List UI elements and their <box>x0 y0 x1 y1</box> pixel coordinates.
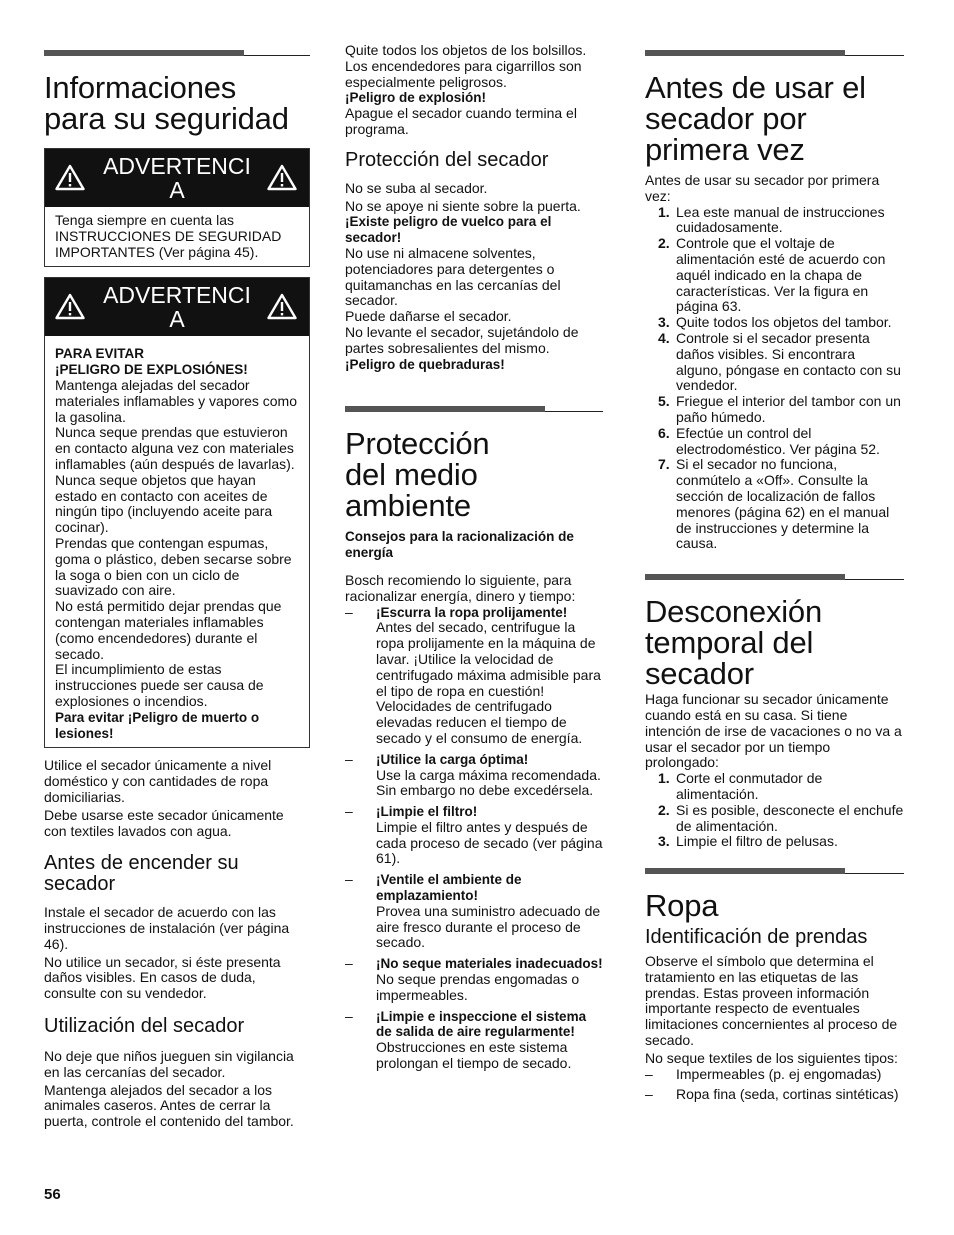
section-rule <box>645 856 904 874</box>
exclusion-list <box>645 1067 904 1104</box>
warning-triangle-icon <box>267 164 297 191</box>
paragraph: Instale el secador de acuerdo con las instrucciones de instalación (ver página 46). <box>44 904 290 952</box>
paragraph: No se apoye ni siente sobre la puerta. <box>345 197 581 214</box>
paragraph: Bosch recomiendo lo siguiente, para racionalizar energía, dinero y tiempo: <box>345 571 576 604</box>
paragraph: No se suba al secador. <box>345 179 488 196</box>
warning-footer: Para evitar ¡Peligro de muerto o lesiones! <box>55 709 260 741</box>
list-item: – ¡Escurra la ropa prolijamente! Antes del secado, centrifugue la ropa prolijamente en la máquina de lavar. ¡Utilice la velocidad de centrifugado máxima admisible para el tipo de ropa en cuestión! Velocidades de centrifugado elevadas reducen el tiempo de secado y el consumo de energía. <box>345 603 601 746</box>
tips-list <box>345 605 603 1072</box>
warning-triangle-icon <box>55 164 85 191</box>
warning-paragraph: Nunca seque prendas que estuvieron en contacto alguna vez con materiales inflamables (aún después de lavarlas). <box>55 424 295 472</box>
list-item: – ¡No seque materiales inadecuados! No seque prendas engomadas o impermeables. <box>345 955 603 1003</box>
paragraph: Quite todos los objetos de los bolsillos. Los encendedores para cigarrillos son especialmente peligrosos. <box>345 42 587 90</box>
subheading-antes-de-encender: Antes de encender su secador <box>44 852 239 896</box>
section-title-desconexion: Desconexión temporal del secador <box>645 594 823 692</box>
subheading-identificacion: Identificación de prendas <box>645 926 868 949</box>
list-item: 7. Si el secador no funciona, conmútelo a «Off». Consulte la sección de localización de fallos menores (página 62) en el manual de instrucciones y determine la causa. <box>658 456 890 552</box>
warning-paragraph: Mantenga alejadas del secador materiales inflamables y vapores como la gasolina. <box>55 376 297 425</box>
section-rule <box>645 562 904 580</box>
bold-note: ¡Peligro de quebraduras! <box>345 356 505 372</box>
column-middle <box>345 0 603 1072</box>
warning-text: Tenga siempre en cuenta las INSTRUCCIONES DE SEGURIDAD IMPORTANTES (Ver página 45). <box>55 212 282 260</box>
paragraph: Apague el secador cuando termina el programa. <box>345 105 577 137</box>
steps-list <box>645 771 904 850</box>
warning-paragraph: Prendas que contengan espumas, goma o plástico, deben secarse sobre la soga o bien con un ciclo de suavizado con aire. <box>55 534 292 599</box>
page-number: 56 <box>44 1186 61 1203</box>
paragraph: Observe el símbolo que determina el tratamiento en las etiquetas de las prendas. Estas proveen información importante respecto de eventuales limitaciones concernientes al proceso de secado. <box>645 953 898 1049</box>
warning-heading: PARA EVITAR ¡PELIGRO DE EXPLOSIÓNES! <box>55 346 248 378</box>
section-title-medio-ambiente: Protección del medio ambiente <box>345 426 490 524</box>
bold-note: ¡Peligro de explosión! <box>345 90 487 106</box>
section-rule <box>645 38 904 56</box>
list-item: 5. Friegue el interior del tambor con un paño húmedo. <box>658 393 901 425</box>
list-item: – Ropa fina (seda, cortinas sintéticas) <box>645 1086 899 1103</box>
warning-body <box>45 336 309 747</box>
warning-paragraph: Nunca seque objetos que hayan estado en contacto con aceites de ningún tipo (incluyendo aceite para cocinar). <box>55 471 273 536</box>
list-item: 2. Controle que el voltaje de alimentación esté de acuerdo con aquél indicado en la chapa de características. Ver la figura en página 63. <box>658 235 886 315</box>
list-item: – ¡Limpie el filtro! Limpie el filtro antes y después de cada proceso de secado (ver página 61). <box>345 803 603 867</box>
list-item: 1. Corte el conmutador de alimentación. <box>658 770 823 802</box>
tips-heading: Consejos para la racionalización de energía <box>345 529 574 561</box>
warning-triangle-icon <box>267 293 297 320</box>
list-item: – ¡Ventile el ambiente de emplazamiento! Provea una suministro adecuado de aire fresco durante el proceso de secado. <box>345 871 601 951</box>
list-item: – Impermeables (p. ej engomadas) <box>645 1065 882 1082</box>
bold-note: ¡Existe peligro de vuelco para el secador! <box>345 214 552 246</box>
steps-list <box>645 205 904 553</box>
section-rule <box>44 38 310 56</box>
paragraph: Mantenga alejados del secador a los animales caseros. Antes de cerrar la puerta, controle el contenido del tambor. <box>44 1081 294 1130</box>
list-item: 6. Efectúe un control del electrodoméstico. Ver página 52. <box>658 424 880 457</box>
section-title-seguridad: Informaciones para su seguridad <box>44 70 289 136</box>
list-item: 3. Limpie el filtro de pelusas. <box>658 833 838 850</box>
warning-label: ADVERTENCI A <box>103 282 251 333</box>
paragraph: No seque textiles de los siguientes tipos: <box>645 1049 898 1066</box>
list-item: – ¡Limpie e inspeccione el sistema de salida de aire regularmente! Obstrucciones en este sistema prolongan el tiempo de secado. <box>345 1007 587 1072</box>
section-rule <box>345 394 603 412</box>
list-item: 4. Controle si el secador presenta daños visibles. Si encontrara alguno, póngase en contacto con su vendedor. <box>658 329 901 394</box>
paragraph: No levante el secador, sujetándolo de partes sobresalientes del mismo. <box>345 323 579 356</box>
warning-body <box>45 207 309 266</box>
section-title-ropa: Ropa <box>645 888 719 924</box>
warning-paragraph: El incumplimiento de estas instrucciones puede ser causa de explosiones o incendios. <box>55 661 264 709</box>
warning-triangle-icon <box>55 293 85 320</box>
section-title-primera-vez: Antes de usar el secador por primera vez <box>645 70 866 167</box>
warning-label: ADVERTENCI A <box>103 153 251 203</box>
warning-header <box>45 149 309 207</box>
warning-paragraph: No está permitido dejar prendas que contengan materiales inflamables (como encendedores) durante el secado. <box>55 598 282 662</box>
list-item: 2. Si es posible, desconecte el enchufe de alimentación. <box>658 801 904 834</box>
warning-box-2 <box>44 277 310 748</box>
warning-box-1 <box>44 148 310 267</box>
paragraph: Puede dañarse el secador. <box>345 308 512 325</box>
paragraph: No utilice un secador, si éste presenta daños visibles. En casos de duda, consulte con su vendedor. <box>44 953 281 1002</box>
subheading-utilizacion: Utilización del secador <box>44 1015 245 1038</box>
paragraph: No deje que niños jueguen sin vigilancia en las cercanías del secador. <box>44 1048 294 1080</box>
column-left <box>44 0 310 1130</box>
list-item: – ¡Utilice la carga óptima! Use la carga máxima recomendada. Sin embargo no debe excedérsela. <box>345 750 601 799</box>
column-right <box>645 0 904 1103</box>
warning-header <box>45 278 309 336</box>
paragraph: Utilice el secador únicamente a nivel doméstico y con cantidades de ropa domiciliarias. <box>44 757 272 805</box>
paragraph: Haga funcionar su secador únicamente cuando está en su casa. Si tiene intención de irse de vacaciones o no va a usar el secador por un tiempo prolongado: <box>645 691 902 771</box>
paragraph: Antes de usar su secador por primera vez: <box>645 172 880 204</box>
list-item: 1. Lea este manual de instrucciones cuidadosamente. <box>658 203 885 236</box>
subheading-proteccion-secador: Protección del secador <box>345 148 549 171</box>
paragraph: Debe usarse este secador únicamente con textiles lavados con agua. <box>44 806 284 839</box>
paragraph: No use ni almacene solventes, potenciadores para detergentes o quitamanchas en las cercanías del secador. <box>345 244 561 309</box>
list-item: 3. Quite todos los objetos del tambor. <box>658 314 892 331</box>
